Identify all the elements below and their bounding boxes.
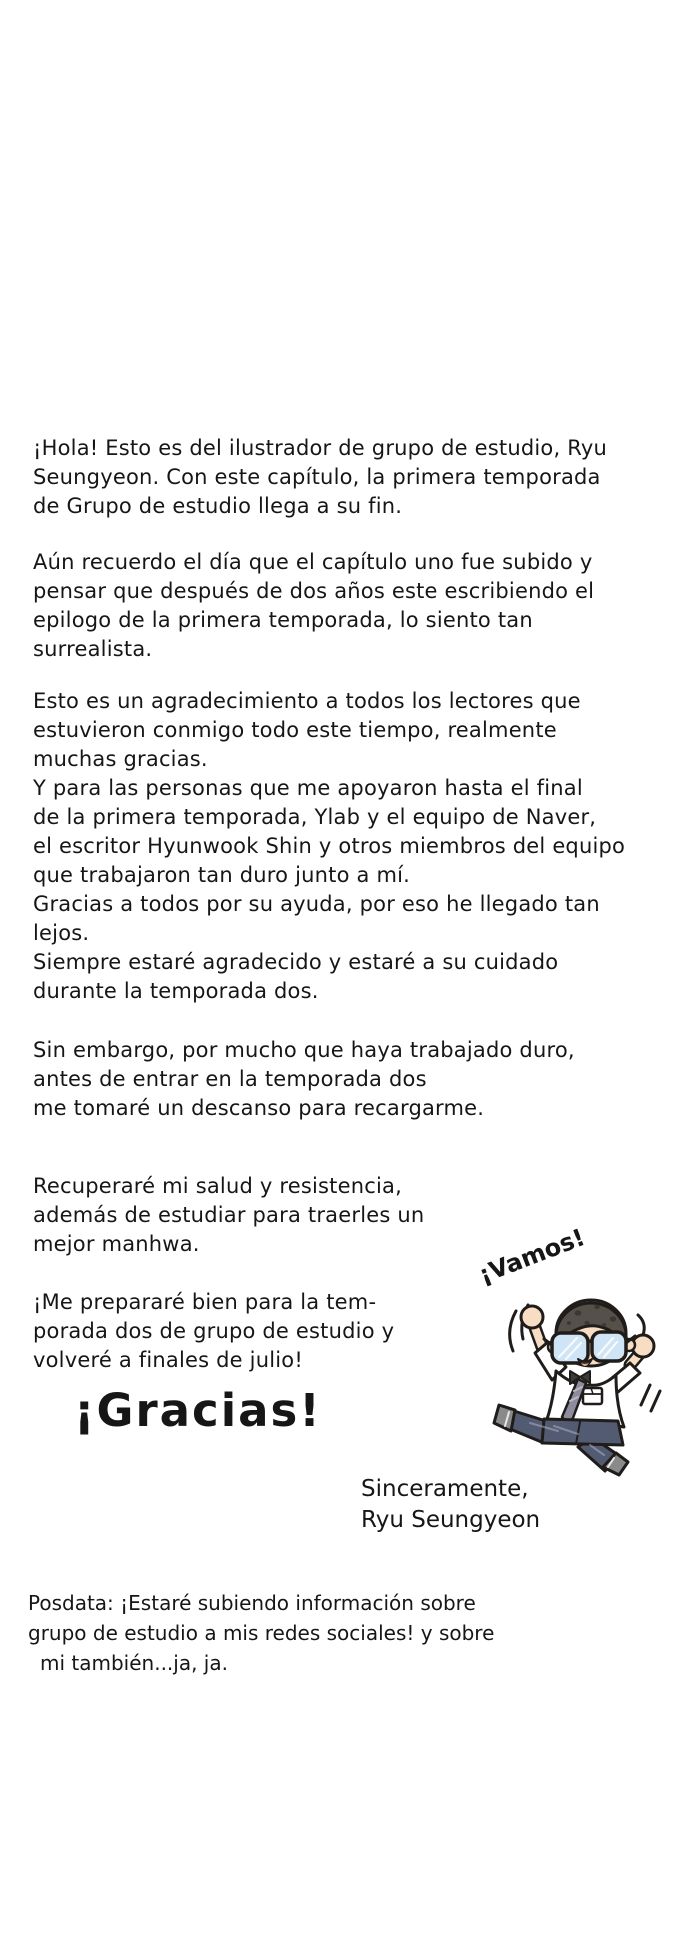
text-line: antes de entrar en la temporada dos xyxy=(33,1067,427,1091)
text-line: lejos. xyxy=(33,921,90,945)
jumping-illustrator-illustration xyxy=(490,1295,670,1480)
text-line: ¡Me prepararé bien para la tem- xyxy=(33,1290,377,1314)
left-fist xyxy=(521,1306,543,1328)
text-line: Sin embargo, por mucho que haya trabajado duro, xyxy=(33,1038,575,1062)
text-line: Sinceramente, xyxy=(361,1476,529,1502)
text-line: ¡Hola! Esto es del ilustrador de grupo de estudio, Ryu xyxy=(33,436,607,460)
text-line: surrealista. xyxy=(33,637,153,661)
text-line: Seungyeon. Con este capítulo, la primera temporada xyxy=(33,465,601,489)
text-line: Recuperaré mi salud y resistencia, xyxy=(33,1174,402,1198)
text-line: Gracias a todos por su ayuda, por eso he llegado tan xyxy=(33,892,600,916)
paragraph-greeting xyxy=(33,434,607,521)
text-line: Aún recuerdo el día que el capítulo uno fue subido y xyxy=(33,550,593,574)
signature-block xyxy=(361,1474,540,1536)
text-line: Ryu Seungyeon xyxy=(361,1507,541,1533)
text-line: porada dos de grupo de estudio y xyxy=(33,1319,395,1343)
text-line: Posdata: ¡Estaré subiendo información sobre xyxy=(28,1591,476,1615)
paragraph-thanks xyxy=(33,687,625,1006)
text-line: estuvieron conmigo todo este tiempo, realmente xyxy=(33,718,557,742)
left-lens xyxy=(552,1333,588,1363)
paragraph-recovery xyxy=(33,1172,424,1259)
text-line: que trabajaron tan duro junto a mí. xyxy=(33,863,411,887)
cheer-text: ¡Vamos! xyxy=(474,1223,589,1290)
postscript-block xyxy=(28,1588,494,1678)
text-line: grupo de estudio a mis redes sociales! y sobre xyxy=(28,1621,495,1645)
text-line: Esto es un agradecimiento a todos los lectores que xyxy=(33,689,581,713)
character-head xyxy=(544,1300,635,1366)
text-line: de la primera temporada, Ylab y el equipo de Naver, xyxy=(33,805,597,829)
text-line: de Grupo de estudio llega a su fin. xyxy=(33,494,403,518)
text-line: mejor manhwa. xyxy=(33,1232,200,1256)
paragraph-return xyxy=(33,1288,394,1375)
paragraph-rest xyxy=(33,1036,575,1123)
text-line: durante la temporada dos. xyxy=(33,979,319,1003)
text-line: Y para las personas que me apoyaron hasta el final xyxy=(33,776,583,800)
left-shoe xyxy=(494,1405,515,1431)
text-line: además de estudiar para traerles un xyxy=(33,1203,425,1227)
text-line: me tomaré un descanso para recargarme. xyxy=(33,1096,485,1120)
paragraph-memories xyxy=(33,548,594,664)
text-line: Siempre estaré agradecido y estaré a su cuidado xyxy=(33,950,559,974)
big-thanks-text: ¡Gracias! xyxy=(74,1384,322,1437)
text-line: epilogo de la primera temporada, lo siento tan xyxy=(33,608,533,632)
text-line: el escritor Hyunwook Shin y otros miembros del equipo xyxy=(33,834,626,858)
text-line: pensar que después de dos años este escribiendo el xyxy=(33,579,595,603)
right-lens xyxy=(592,1332,626,1361)
text-line: mi también...ja, ja. xyxy=(40,1651,228,1675)
text-line: muchas gracias. xyxy=(33,747,208,771)
text-line: volveré a finales de julio! xyxy=(33,1348,303,1372)
